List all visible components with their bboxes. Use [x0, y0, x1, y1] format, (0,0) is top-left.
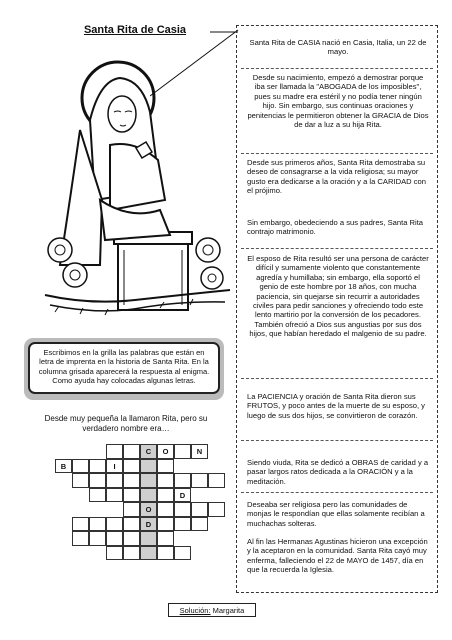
story-divider [241, 68, 433, 69]
grid-cell[interactable] [191, 473, 208, 488]
story-paragraph-6: La PACIENCIA y oración de Santa Rita dieron sus FRUTOS, y poco antes de la muerte de su esposo, y luego de sus dos hijos, se convirtieron de corazón. [247, 392, 425, 420]
grid-cell[interactable] [123, 546, 140, 561]
grid-cell[interactable] [157, 546, 174, 561]
grid-cell[interactable] [208, 473, 225, 488]
grid-cell[interactable] [123, 488, 140, 503]
grid-cell[interactable] [89, 473, 106, 488]
grid-cell[interactable] [191, 502, 208, 517]
grid-cell[interactable] [140, 488, 157, 503]
story-paragraph-3: Desde sus primeros años, Santa Rita demostraba su deseo de consagrarse a la vida religiosa; su mayor gusto era dedicarse a la oración y a la CARIDAD con el prójimo. [247, 158, 426, 196]
grid-cell[interactable] [157, 531, 174, 546]
grid-cell[interactable] [72, 459, 89, 474]
story-paragraph-5: El esposo de Rita resultó ser una persona de carácter difícil y sumamente violento que constantemente agredía y humillaba; sin embargo, ella soportó el genio de este hombre por 18 años, con mucha paciencia, sin quejarse sin recurrir a autoridades civiles para pedir sanciones y ofreciendo todo este lento martirio por la conversión de los pecadores. También ofreció a Dios sus angustias por sus dos hijos, que habían heredado el malgenio de su padre. [247, 254, 429, 339]
grid-cell[interactable] [106, 473, 123, 488]
story-divider [241, 248, 433, 249]
story-paragraph-1: Santa Rita de CASIA nació en Casia, Italia, un 22 de mayo. [249, 38, 427, 57]
grid-cell[interactable] [106, 546, 123, 561]
story-paragraph-4: Sin embargo, obedeciendo a sus padres, Santa Rita contrajo matrimonio. [247, 218, 424, 237]
grid-cell[interactable] [123, 502, 140, 517]
grid-cell[interactable] [157, 517, 174, 532]
grid-cell[interactable] [89, 488, 106, 503]
grid-cell[interactable]: D [140, 517, 157, 532]
grid-cell[interactable]: O [140, 502, 157, 517]
connector-line [150, 28, 240, 98]
grid-cell[interactable] [89, 459, 106, 474]
grid-cell[interactable] [123, 473, 140, 488]
grid-cell[interactable] [140, 459, 157, 474]
grid-cell[interactable] [157, 488, 174, 503]
solution-label: Solución: [179, 606, 211, 615]
grid-cell[interactable] [174, 473, 191, 488]
grid-cell[interactable] [208, 502, 225, 517]
grid-cell[interactable] [123, 459, 140, 474]
story-divider [241, 378, 433, 379]
story-divider [241, 492, 433, 493]
grid-cell[interactable] [140, 531, 157, 546]
grid-cell[interactable] [123, 444, 140, 459]
grid-cell[interactable] [174, 502, 191, 517]
story-divider [241, 153, 433, 154]
solution-value: Margarita [212, 606, 245, 615]
story-divider [241, 440, 433, 441]
grid-cell[interactable] [72, 531, 89, 546]
grid-cell[interactable] [72, 473, 89, 488]
grid-cell[interactable] [174, 517, 191, 532]
story-paragraph-9: Al fin las Hermanas Agustinas hicieron una excepción y la aceptaron en la comunidad. Santa Rita cayó muy enferma, falleciendo el 22 de MAYO de 1457, día en que la recuerda la Iglesia. [247, 537, 428, 575]
grid-cell[interactable] [123, 531, 140, 546]
story-paragraph-8: Deseaba ser religiosa pero las comunidades de monjas le respondían que ellas solamente recibían a muchachas solteras. [247, 500, 425, 528]
story-paragraph-7: Siendo viuda, Rita se dedicó a OBRAS de caridad y a pasar largos ratos dedicada a la ORACIÓN y a la meditación. [247, 458, 429, 486]
grid-cell[interactable]: B [55, 459, 72, 474]
grid-cell[interactable]: D [174, 488, 191, 503]
enigma-question: Desde muy pequeña la llamaron Rita, pero su verdadero nombre era… [44, 414, 208, 433]
grid-cell[interactable] [89, 517, 106, 532]
grid-cell[interactable] [106, 531, 123, 546]
grid-cell[interactable]: N [191, 444, 208, 459]
grid-cell[interactable] [106, 517, 123, 532]
page-title: Santa Rita de Casia [83, 24, 187, 36]
grid-cell[interactable] [89, 531, 106, 546]
grid-cell[interactable] [140, 473, 157, 488]
grid-cell[interactable] [174, 444, 191, 459]
grid-cell[interactable] [106, 488, 123, 503]
solution-box [168, 603, 256, 617]
grid-cell[interactable] [157, 473, 174, 488]
grid-cell[interactable] [123, 517, 140, 532]
grid-cell[interactable] [140, 546, 157, 561]
grid-cell[interactable]: C [140, 444, 157, 459]
grid-cell[interactable] [157, 502, 174, 517]
grid-cell[interactable] [191, 517, 208, 532]
grid-cell[interactable] [72, 517, 89, 532]
grid-cell[interactable] [157, 459, 174, 474]
grid-cell[interactable] [106, 444, 123, 459]
story-paragraph-2: Desde su nacimiento, empezó a demostrar porque iba ser llamada la "ABOGADA de los imposibles", pues su madre era estéril y no podía tener ningún hijo. Sin embargo, sus continuas oraciones y penitencias le permitieron obtener la GRACIA de Dios de dar a luz a su hija Rita. [247, 73, 429, 130]
grid-cell[interactable] [174, 546, 191, 561]
instructions-box: Escribimos en la grilla las palabras que están en letra de imprenta en la historia de Santa Rita. En la columna grisada aparecerá la respuesta al enigma. Como ayuda hay colocadas algunas letras. [28, 342, 220, 394]
grid-cell[interactable]: I [106, 459, 123, 474]
grid-cell[interactable]: O [157, 444, 174, 459]
